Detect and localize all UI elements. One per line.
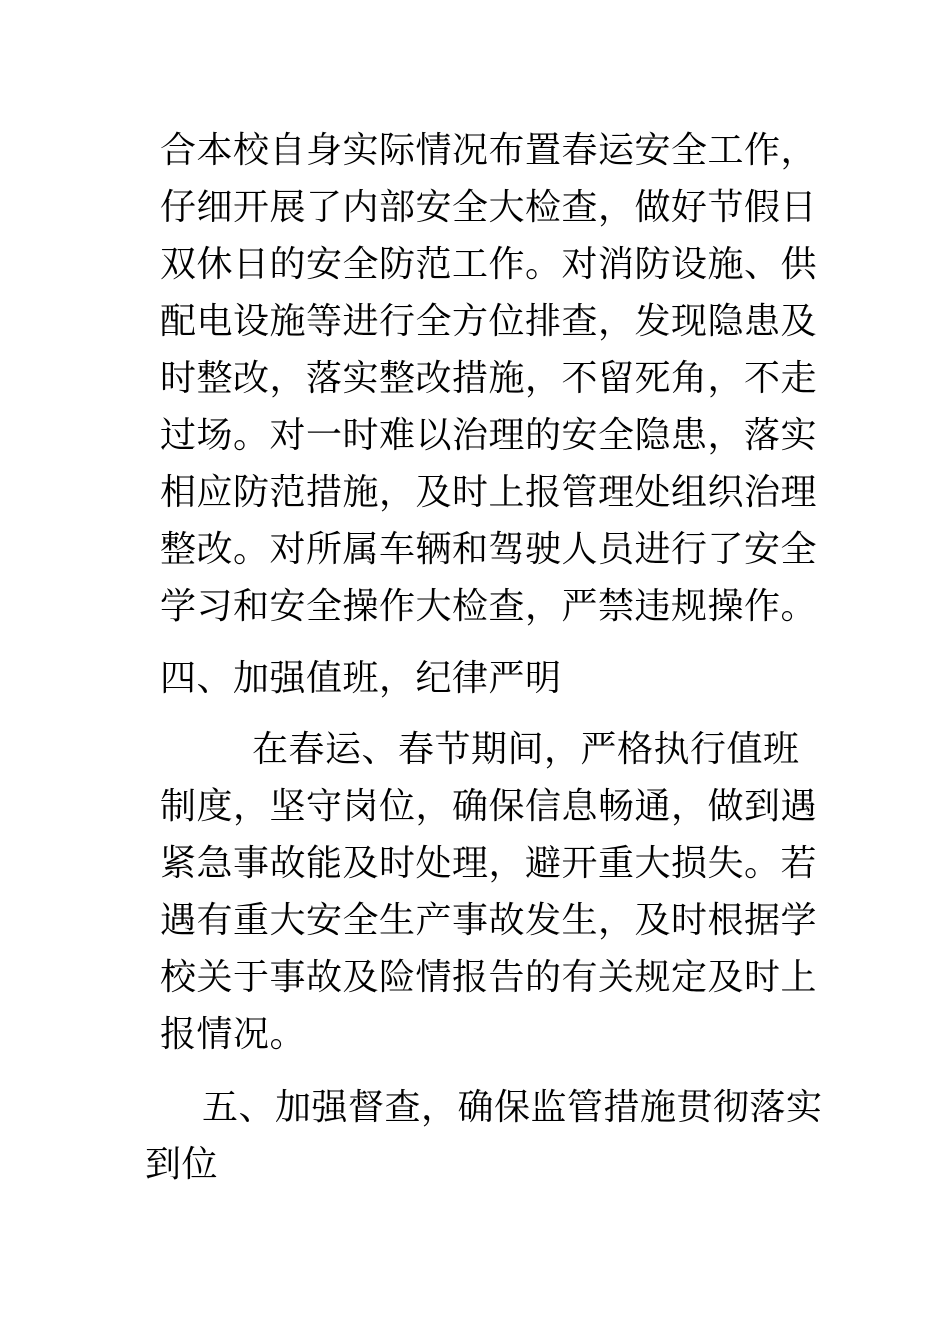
section-heading-4 — [160, 650, 820, 707]
paragraph-line: 配电设施等进行全方位排查，发现隐患及 — [160, 301, 818, 342]
section-heading-text: 到位 — [145, 1144, 219, 1185]
paragraph-line: 在春运、春节期间，严格执行值班 — [252, 729, 800, 770]
paragraph-line: 合本校自身实际情况布置春运安全工作， — [160, 130, 818, 171]
paragraph-line: 紧急事故能及时处理，避开重大损失。若 — [160, 843, 818, 884]
paragraph-line: 学习和安全操作大检查，严禁违规操作。 — [160, 586, 818, 627]
section-heading-text: 五、加强督查，确保监管措施贯彻落实 — [202, 1087, 823, 1128]
paragraph-line: 报情况。 — [160, 1014, 307, 1055]
paragraph-line: 过场。对一时难以治理的安全隐患，落实 — [160, 415, 818, 456]
paragraph-line: 相应防范措施，及时上报管理处组织治理 — [160, 472, 818, 513]
paragraph-line: 整改。对所属车辆和驾驶人员进行了安全 — [160, 529, 818, 570]
paragraph-line: 校关于事故及险情报告的有关规定及时上 — [160, 957, 818, 998]
paragraph-line: 时整改，落实整改措施，不留死角，不走 — [160, 358, 818, 399]
paragraph-safety-inspection — [160, 122, 820, 635]
section-heading-5 — [145, 1079, 825, 1193]
paragraph-line: 仔细开展了内部安全大检查，做好节假日 — [160, 187, 818, 228]
paragraph-line: 遇有重大安全生产事故发生，及时根据学 — [160, 900, 818, 941]
paragraph-line: 制度，坚守岗位，确保信息畅通，做到遇 — [160, 786, 818, 827]
paragraph-line: 双休日的安全防范工作。对消防设施、供 — [160, 244, 818, 285]
section-heading-text: 四、加强值班，纪律严明 — [160, 658, 562, 699]
paragraph-duty-discipline — [160, 721, 820, 1063]
